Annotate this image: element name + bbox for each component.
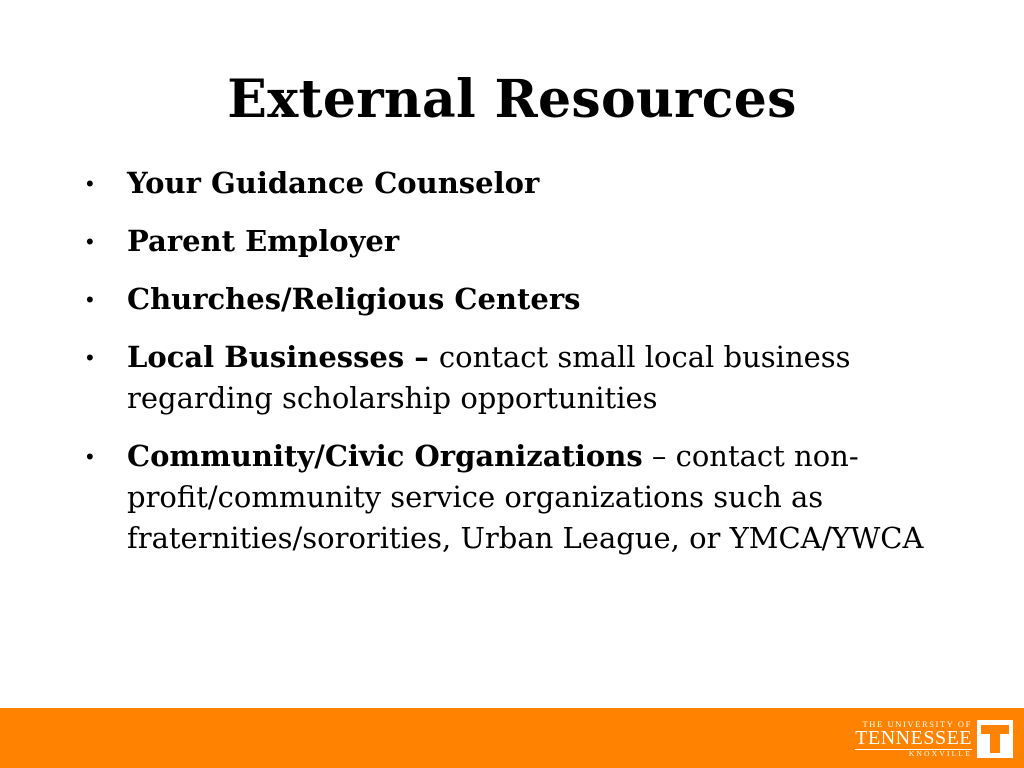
list-item [86, 163, 956, 204]
list-item [86, 221, 956, 262]
logo-wordmark [855, 720, 972, 758]
bullet-icon: • [86, 444, 94, 469]
power-t-glyph [980, 723, 1010, 755]
item-heading: Local Businesses [127, 340, 405, 374]
item-separator: – [404, 340, 439, 374]
bullet-icon: • [86, 287, 94, 312]
slide-title: External Resources [227, 69, 797, 130]
power-t-icon [977, 720, 1013, 758]
item-heading: Your Guidance Counselor [127, 166, 540, 200]
university-logo [855, 720, 1013, 758]
list-item [86, 279, 956, 320]
bullet-icon: • [86, 345, 94, 370]
item-heading: Community/Civic Organizations [127, 439, 643, 473]
item-description: contact non-profit/community service organizations such as fraternities/sororities, Urban League, or YMCA/YWCA [127, 439, 924, 555]
bullet-list [86, 163, 956, 576]
list-item [86, 436, 956, 559]
bullet-icon: • [86, 171, 94, 196]
footer-bar [0, 708, 1024, 768]
bullet-icon: • [86, 229, 94, 254]
item-heading: Parent Employer [127, 224, 400, 258]
item-heading: Churches/Religious Centers [127, 282, 581, 316]
list-item [86, 337, 956, 419]
item-separator: – [642, 439, 676, 473]
item-description: contact small local business regarding scholarship opportunities [127, 340, 851, 415]
logo-line-university: THE UNIVERSITY OF [862, 719, 972, 729]
logo-line-knoxville: KNOXVILLE [908, 749, 972, 758]
logo-line-tennessee: TENNESSEE [855, 727, 972, 749]
